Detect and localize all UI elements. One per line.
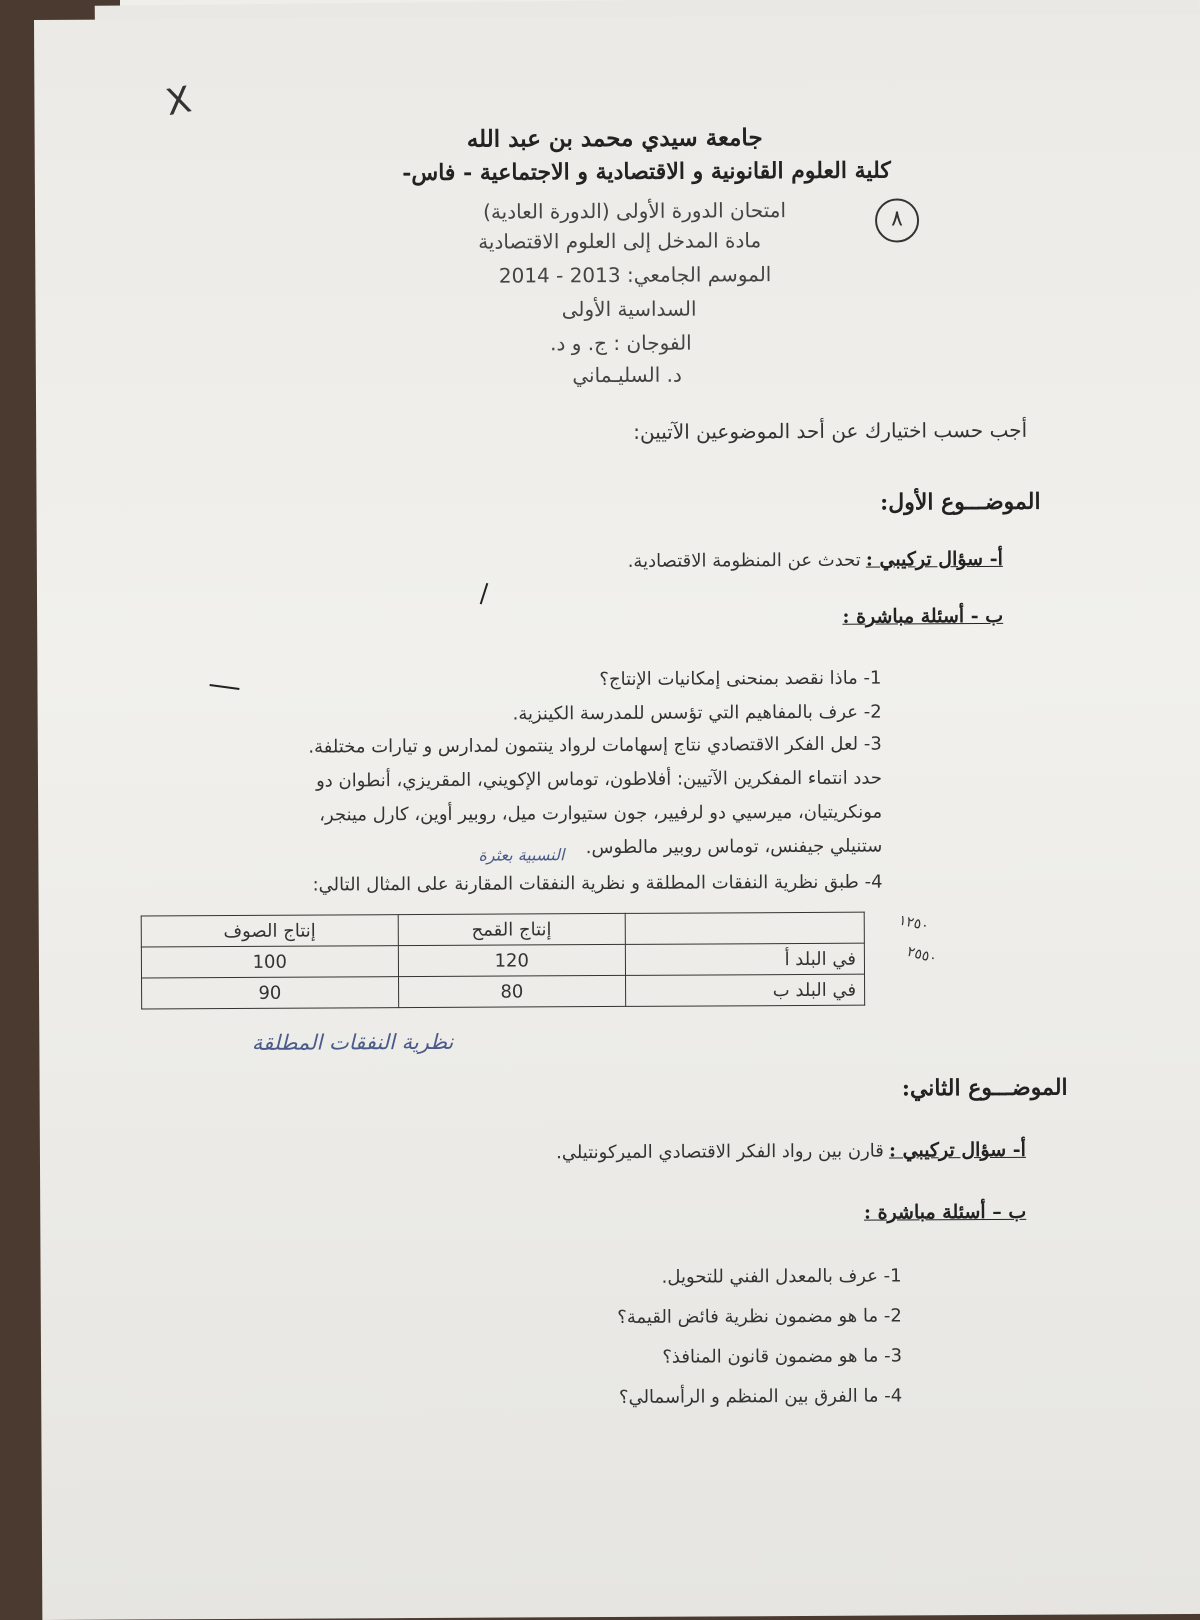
topic1-direct-label-text: ب - أسئلة مباشرة : <box>842 604 1004 628</box>
academic-season: الموسم الجامعي: 2013 - 2014 <box>498 262 772 288</box>
topic2-q1: 1- عرف بالمعدل الفني للتحويل. <box>661 1265 902 1288</box>
table-row <box>141 912 864 947</box>
table-cell-b-wheat: 80 <box>398 975 626 1007</box>
table-cell-a-wheat: 120 <box>398 944 626 976</box>
table-cell-a-wool: 100 <box>141 946 398 978</box>
topic1-q3-line4: ستنيلي جيفنس، توماس روبير مالطوس. <box>585 835 883 859</box>
topic1-synthesis <box>628 548 1003 572</box>
exam-subject: مادة المدخل إلى العلوم الاقتصادية <box>478 228 762 254</box>
topic2-q3: 3- ما هو مضمون قانون المنافذ؟ <box>662 1345 903 1368</box>
topic1-title: الموضـــوع الأول: <box>880 488 1041 516</box>
grade-circle: ٨ <box>875 198 919 242</box>
faculty-name: كلية العلوم القانونية و الاقتصادية و الاجتماعية - فاس- <box>402 157 891 187</box>
topic2-direct-label-text: ب – أسئلة مباشرة : <box>863 1200 1027 1224</box>
costs-table <box>141 912 865 1010</box>
topic1-direct-label <box>842 605 1003 628</box>
table-header-wool: إنتاج الصوف <box>141 915 398 947</box>
topic1-q3-line2: حدد انتماء المفكرين الآتيين: أفلاطون، توماس الإكويني، المقريزي، أنطوان دو <box>315 767 883 792</box>
topic1-synthesis-text: تحدث عن المنظومة الاقتصادية. <box>627 549 861 572</box>
pen-stroke <box>209 684 239 690</box>
professor-name: د. السليـماني <box>572 362 682 388</box>
table-row-label-b: في البلد ب <box>626 974 865 1006</box>
topic1-synthesis-label: أ- سؤال تركيبي : <box>865 547 1003 571</box>
table-header-wheat: إنتاج القمح <box>398 913 626 945</box>
topic2-title: الموضـــوع الثاني: <box>901 1074 1068 1102</box>
topic2-synthesis-text: قارن بين رواد الفكر الاقتصادي الميركونتيلي. <box>556 1140 884 1164</box>
handwritten-note-below-table: نظرية النفقات المطلقة <box>251 1029 454 1055</box>
handwritten-note-above-table: النسبية بعثرة <box>478 845 565 865</box>
topic1-q3-line1: 3- لعل الفكر الاقتصادي نتاج إسهامات لرواد ينتمون لمدارس و تيارات مختلفة. <box>308 733 882 758</box>
side-note-1: ١٢٥٠ <box>897 912 931 935</box>
table-cell-b-wool: 90 <box>142 977 399 1009</box>
topic1-q3-line3: مونكريتيان، ميرسيي دو لرفيير، جون ستيوارت ميل، روبير أوين، كارل مينجر، <box>319 801 883 826</box>
topic2-synthesis <box>556 1139 1026 1163</box>
topic1-q2: 2- عرف بالمفاهيم التي تؤسس للمدرسة الكينزية. <box>512 701 882 725</box>
x-mark: X <box>162 79 195 125</box>
table-row <box>142 974 865 1009</box>
table-corner-cell <box>625 912 864 944</box>
topic2-q2: 2- ما هو مضمون نظرية فائض القيمة؟ <box>617 1305 902 1328</box>
pen-stroke <box>480 583 489 605</box>
topic2-q4: 4- ما الفرق بين المنظم و الرأسمالي؟ <box>618 1385 903 1408</box>
table-row-label-a: في البلد أ <box>625 943 864 975</box>
instructions: أجب حسب اختيارك عن أحد الموضوعين الآتيين: <box>633 417 1028 444</box>
exam-session: امتحان الدورة الأولى (الدورة العادية) <box>483 198 787 224</box>
topic1-q4: 4- طبق نظرية النفقات المطلقة و نظرية النفقات المقارنة على المثال التالي: <box>312 871 883 896</box>
topic2-synthesis-label: أ- سؤال تركيبي : <box>888 1138 1026 1162</box>
side-note-2: ٢٥٥٠ <box>905 943 939 967</box>
table-row <box>141 943 864 978</box>
topic1-q1: 1- ماذا نقصد بمنحنى إمكانيات الإنتاج؟ <box>599 667 882 691</box>
semester: السداسية الأولى <box>561 296 697 322</box>
university-name: جامعة سيدي محمد بن عبد الله <box>466 124 763 153</box>
topic2-direct-label <box>864 1201 1026 1224</box>
exam-paper <box>34 14 1200 1620</box>
groups: الفوجان : ج. و د. <box>550 330 692 356</box>
